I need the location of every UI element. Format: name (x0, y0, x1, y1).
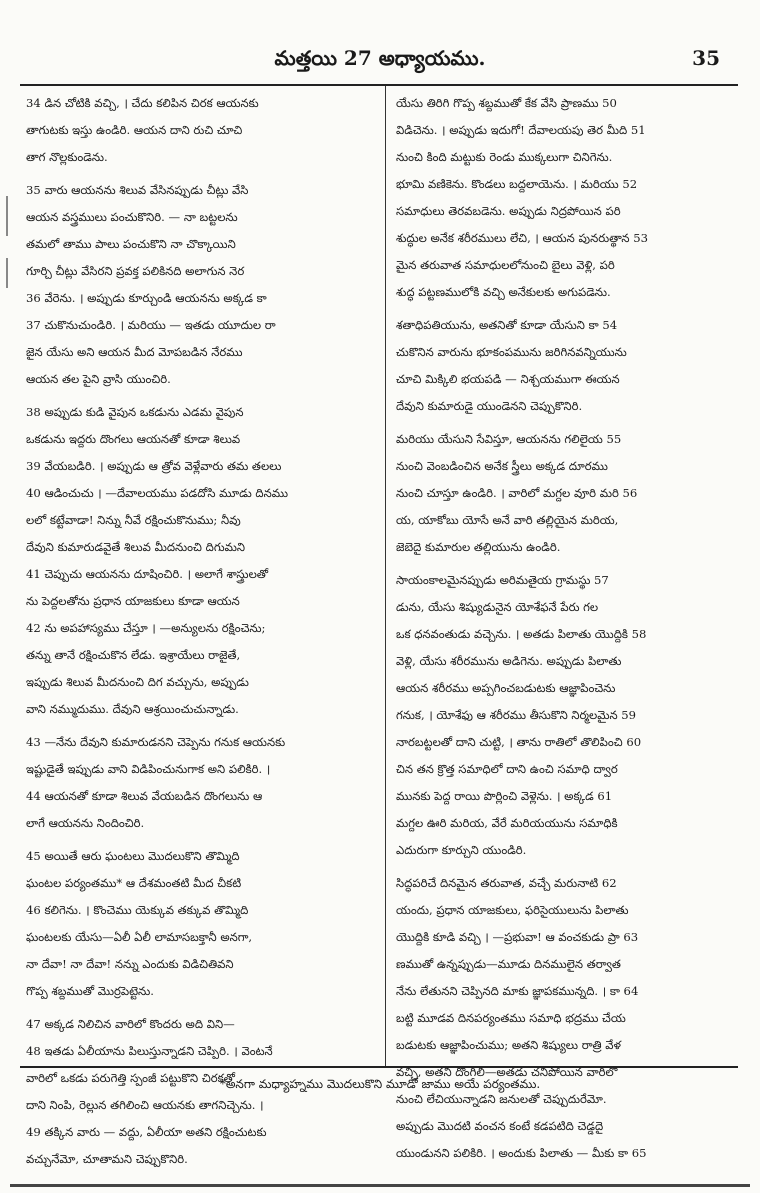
paragraph (26, 90, 376, 171)
column-divider (385, 86, 386, 1066)
text-line: 38 అప్పుడు కుడి వైపున ఒకడును ఎడమ వైపున (26, 405, 244, 419)
text-line: తమలో తాము పాలు పంచుకొని నా చొక్కాయిని (26, 237, 236, 251)
text-line: నేను లేతునని చెప్పినది మాకు జ్ఞాపకమున్నది. । కా 64 (396, 984, 639, 998)
header-rule (20, 84, 738, 86)
text-line: భూమి వణికెను. కొండలు బద్దలాయెను. । మరియు 52 (396, 177, 638, 191)
text-line: దేవుని కుమారుడవైతే శిలువ మీదనుంచి దిగుమని (26, 540, 245, 554)
text-line: వారిలో ఒకడు పరుగెత్తి స్పంజీ పట్టుకొని చిరకతో (26, 1071, 235, 1085)
paragraph (396, 567, 726, 864)
text-line: యందు, ప్రధాన యాజకులు, ఫరిసైయులును పిలాతు (396, 903, 629, 917)
text-line: శుద్ధుల అనేక శరీరములు లేచి, । ఆయన పునరుత్థాన 53 (396, 231, 648, 245)
page-bottom-edge (10, 1184, 750, 1187)
text-line: 35 వారు ఆయనను శిలువ వేసినప్పుడు చీట్లు వేసి (26, 183, 249, 197)
text-line: ఘంటల పర్యంతము* ఆ దేశమంతటి మీద చీకటి (26, 876, 242, 890)
paragraph (396, 312, 726, 420)
text-line: ఆయన వస్త్రములు పంచుకొనిరి. — నా బట్టలను (26, 210, 238, 224)
text-line: సిద్ధపరిచే దినమైన తరువాత, వచ్చే మరునాటి 62 (396, 876, 617, 890)
text-line: తాగ నొల్లకుండెను. (26, 150, 108, 164)
text-line: 46 కలిగెను. । కొంచెము యెక్కువ తక్కువ తొమ్మిది (26, 903, 249, 917)
paragraph (396, 870, 726, 1167)
footnote: *అనగా మధ్యాహ్నము మొదలుకొని మూడో జాము అయే పర్యంతము. (219, 1077, 541, 1091)
text-line: 47 అక్కడ నిలిచిన వారిలో కొందరు అది విని— (26, 1017, 235, 1031)
text-line: నుంచి కింది మట్టుకు రెండు ముక్కలుగా చినిగెను. (396, 150, 613, 164)
text-line: 43 —నేను దేవుని కుమారుడనని చెప్పెను గనుక ఆయనకు (26, 735, 286, 749)
page-header (30, 40, 730, 80)
text-line: చిన తన క్రొత్త సమాధిలో దాని ఉంచి సమాధి ద్వార (396, 762, 618, 776)
text-line: చుకొనిన వారును భూకంపమును జరిగినవన్నియును (396, 345, 627, 359)
page-number: 35 (692, 46, 720, 70)
text-line: ఇప్పుడు శిలువ మీదనుంచి దిగ వచ్చును, అప్పుడు (26, 675, 249, 689)
text-line: 41 చెప్పుచు ఆయనను దూషించిరి. । అలాగే శాస్త్రులతో (26, 567, 269, 581)
text-line: దేవుని కుమారుడై యుండెనని చెప్పుకొనిరి. (396, 399, 583, 413)
text-line: 39 వేయబడిరి. । అప్పుడు ఆ త్రోవ వెళ్లేవారు తమ తలలు (26, 459, 282, 473)
margin-mark (6, 258, 8, 288)
text-line: 34 డిన చోటికి వచ్చి, । చేదు కలిపిన చిరక ఆయనకు (26, 96, 259, 110)
text-line: ణముతో ఉన్నప్పుడు—మూడు దినములైన తర్వాత (396, 957, 621, 971)
text-line: నుంచి లేచియున్నాడని జనులతో చెప్పుదురేమో. (396, 1092, 607, 1106)
text-line: లలో కట్టేవాడా! నిన్ను నీవే రక్షించుకొనుము; నీవు (26, 513, 241, 527)
text-line: 36 వేరెను. । అప్పుడు కూర్చుండి ఆయనను అక్కడ కా (26, 291, 267, 305)
paragraph (396, 90, 726, 306)
text-line: ఒకడును ఇద్దరు దొంగలు ఆయనతో కూడా శిలువ (26, 432, 241, 446)
text-line: శుద్ధ పట్టణములోకి వచ్చి అనేకులకు అగుపడెను. (396, 285, 611, 299)
text-line: అప్పుడు మొదటి వంచన కంటే కడపటిది చెడ్డదై (396, 1119, 604, 1133)
text-line: మరియు యేసుని సేవిస్తూ, ఆయనను గలిలైయ 55 (396, 432, 622, 446)
text-line: యుండునని పలికిరి. । అందుకు పిలాతు — మీకు కా 65 (396, 1146, 647, 1160)
text-line: ఒక ధనవంతుడు వచ్చెను. । అతడు పిలాతు యొద్దికి 58 (396, 627, 647, 641)
text-line: నుంచి వెంబడించిన అనేక స్త్రీలు అక్కడ దూరము (396, 459, 608, 473)
text-line: గూర్చి చీట్లు వేసిరని ప్రవక్త పలికినది అలాగున నెర (26, 264, 245, 278)
text-line: య, యాకోబు యోసే అనే వారి తల్లియైన మరియ, (396, 513, 619, 527)
right-column (396, 90, 726, 1160)
left-column (26, 90, 376, 1166)
footer-rule (20, 1066, 738, 1068)
text-line: దాని నింపి, రెల్లున తగిలించి ఆయనకు తాగనిచ్చెను. । (26, 1098, 264, 1112)
text-line: జైన యేసు అని ఆయన మీద మోపబడిన నేరము (26, 345, 243, 359)
text-line: ఘంటలకు యేసు—ఏలీ ఏలీ లామాసబక్తానీ అనగా, (26, 930, 253, 944)
text-line: శతాధిపతియును, అతనితో కూడా యేసుని కా 54 (396, 318, 618, 332)
text-line: తాగుటకు ఇస్తు ఉండిరి. ఆయన దాని రుచి చూచి (26, 123, 243, 137)
text-line: లాగే ఆయనను నిందించిరి. (26, 816, 145, 830)
text-line: మునకు పెద్ద రాయి పొర్లించి వెళ్లెను. । అక్కడ 61 (396, 789, 613, 803)
text-line: మైన తరువాత సమాధులలోనుంచి బైలు వెళ్లి, పరి (396, 258, 615, 272)
text-line: చూచి మిక్కిలి భయపడి — నిశ్చయముగా ఈయన (396, 372, 620, 386)
page-title: మత్తయి 27 అధ్యాయము. (274, 46, 486, 70)
margin-mark (6, 196, 8, 236)
text-line: 37 చుకొనుచుండిరి. । మరియు — ఇతడు యూదుల రా (26, 318, 276, 332)
text-line: వచ్చి, అతని దొంగిలి—అతడు చనిపోయిన వారిలో (396, 1065, 618, 1079)
text-line: ఆయన శరీరము అప్పగించబడుటకు ఆజ్ఞాపించెను (396, 681, 616, 695)
paragraph (26, 843, 376, 1005)
text-line: ను పెద్దలతోను ప్రధాన యాజకులు కూడా ఆయన (26, 594, 240, 608)
text-line: నారబట్టలతో దాని చుట్టి, । తాను రాతిలో తొలిపించి 60 (396, 735, 642, 749)
text-line: నుంచి చూస్తూ ఉండిరి. । వారిలో మగ్దల వూరి మరి 56 (396, 486, 638, 500)
text-line: 45 అయితే ఆరు ఘంటలు మొదలుకొని తొమ్మిది (26, 849, 240, 863)
text-line: జెబెదై కుమారుల తల్లియును ఉండిరి. (396, 540, 561, 554)
text-line: బట్టి మూడవ దినపర్యంతము సమాధి భద్రము చేయ (396, 1011, 626, 1025)
text-line: ఆయన తల పైని వ్రాసి యుంచిరి. (26, 372, 171, 386)
text-line: ఎదురుగా కూర్చుని యుండిరి. (396, 843, 527, 857)
text-line: యొద్దికి కూడి వచ్చి । —ప్రభువా! ఆ వంచకుడు ప్రా 63 (396, 930, 639, 944)
paragraph (26, 729, 376, 837)
text-line: యేసు తిరిగి గొప్ప శబ్దముతో కేక వేసి ప్రాణము 50 (396, 96, 617, 110)
paragraph (396, 426, 726, 561)
paragraph (26, 399, 376, 723)
text-line: 48 ఇతడు ఏలీయాను పిలుస్తున్నాడని చెప్పిరి. । వెంటనే (26, 1044, 273, 1058)
text-line: మగ్దల ఊరి మరియ, వేరే మరియయును సమాధికి (396, 816, 618, 830)
text-line: వెళ్లి, యేసు శరీరమును అడిగెను. అప్పుడు పిలాతు (396, 654, 622, 668)
text-line: తన్ను తానే రక్షించుకొన లేడు. ఇశ్రాయేలు రాజైతే, (26, 648, 241, 662)
text-line: ఇష్టుడైతే ఇప్పుడు వాని విడిపించునుగాక అని పలికిరి. । (26, 762, 271, 776)
text-line: 40 ఆడించుచు । —దేవాలయము పడదోసి మూడు దినము (26, 486, 289, 500)
text-line: గొప్ప శబ్దముతో మొర్రపెట్టెను. (26, 984, 154, 998)
text-line: వాని నమ్ముదుము. దేవుని ఆశ్రయించుచున్నాడు. (26, 702, 239, 716)
text-line: డును, యేసు శిష్యుడునైన యోశేఫనే పేరు గల (396, 600, 599, 614)
text-line: 44 ఆయనతో కూడా శిలువ వేయబడిన దొంగలును ఆ (26, 789, 263, 803)
text-line: సమాధులు తెరవబడెను. అప్పుడు నిద్రపోయిన పరి (396, 204, 621, 218)
text-line: 49 తక్కిన వారు — వద్దు, ఏలీయా అతని రక్షించుటకు (26, 1125, 267, 1139)
text-line: విడిచెను. । అప్పుడు ఇదుగో! దేవాలయపు తెర మీది 51 (396, 123, 646, 137)
text-line: బడుటకు ఆజ్ఞాపించుము; అతని శిష్యులు రాత్రి వేళ (396, 1038, 622, 1052)
paragraph (26, 177, 376, 393)
text-line: 42 ను అపహాస్యము చేస్తూ । —అన్యులను రక్షించెను; (26, 621, 266, 635)
text-line: నా దేవా! నా దేవా! నన్ను ఎందుకు విడిచితివని (26, 957, 234, 971)
text-line: వచ్చునేమో, చూతామని చెప్పుకొనిరి. (26, 1152, 188, 1166)
text-line: సాయంకాలమైనప్పుడు అరిమతైయ గ్రామస్థు 57 (396, 573, 609, 587)
text-line: గనుక, । యోశేఫు ఆ శరీరము తీసుకొని నిర్మలమైన 59 (396, 708, 637, 722)
